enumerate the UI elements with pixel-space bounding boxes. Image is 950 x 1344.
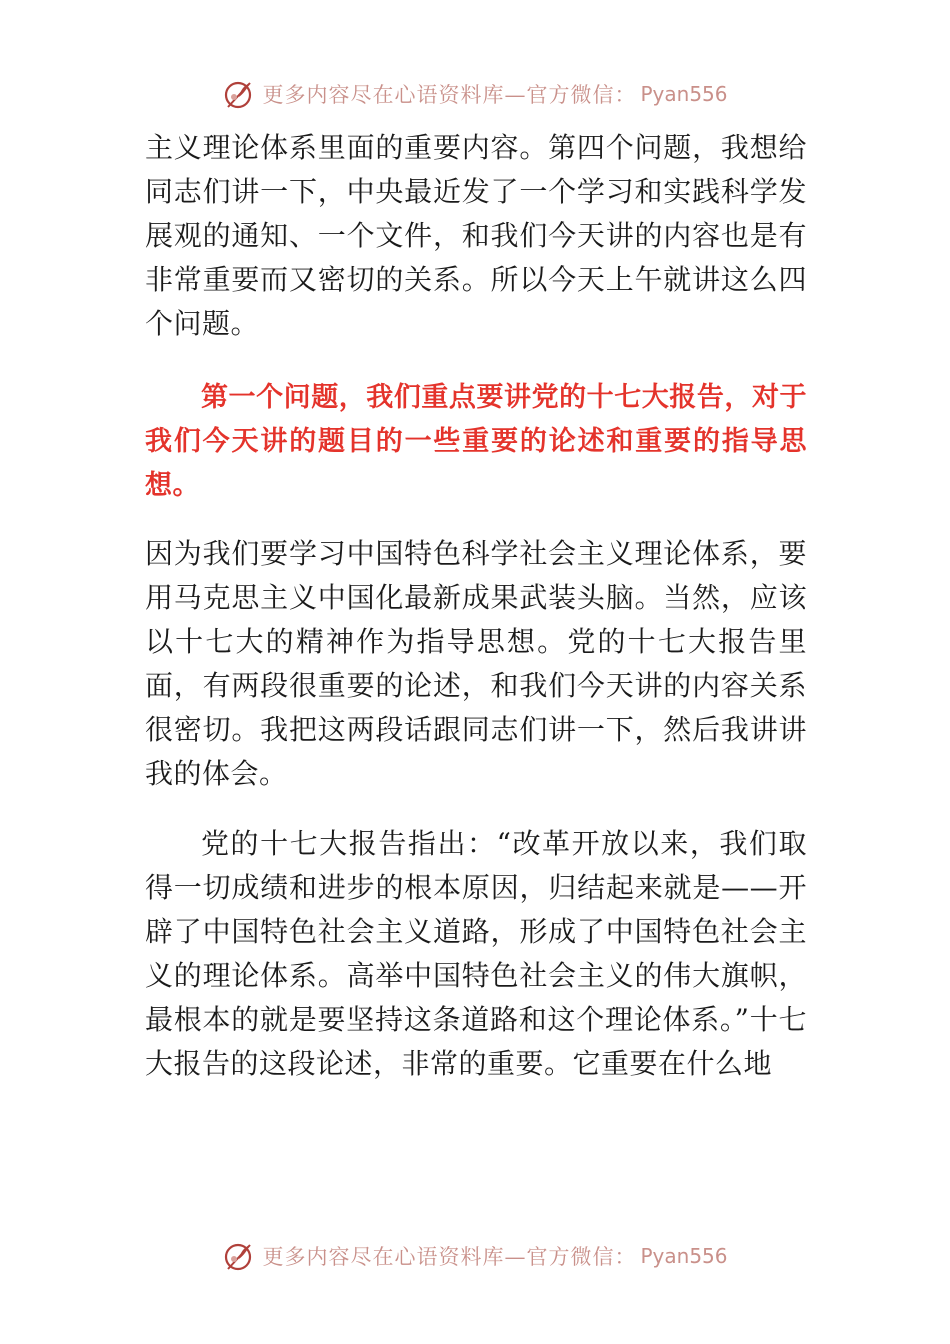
section-heading: 第一个问题，我们重点要讲党的十七大报告，对于我们今天讲的题目的一些重要的论述和重要的指导思想。 (145, 382, 807, 501)
paragraph-quote: 党的十七大报告指出：“改革开放以来，我们取得一切成绩和进步的根本原因，归结起来就是——开辟了中国特色社会主义道路，形成了中国特色社会主义的理论体系。高举中国特色社会主义的伟大旗帜，最根本的就是要坚持这条道路和这个理论体系。”十七大报告的这段论述，非常的重要。它重要在什么地 (145, 827, 807, 1080)
watermark-wechat-id: Pyan556 (640, 1244, 728, 1268)
watermark-text: 更多内容尽在心语资料库—官方微信： (262, 83, 637, 107)
paragraph-body: 因为我们要学习中国特色科学社会主义理论体系，要用马克思主义中国化最新成果武装头脑。当然，应该以十七大的精神作为指导思想。党的十七大报告里面，有两段很重要的论述，和我们今天讲的内容关系很密切。我把这两段话跟同志们讲一下，然后我讲讲我的体会。 (145, 537, 807, 790)
quill-logo-icon (222, 1239, 256, 1273)
quill-logo-icon (222, 77, 256, 111)
watermark-banner-bottom (0, 1232, 950, 1280)
watermark-banner-top (0, 70, 950, 118)
watermark-wechat-id: Pyan556 (640, 82, 728, 106)
watermark-text: 更多内容尽在心语资料库—官方微信： (262, 1245, 637, 1269)
paragraph-continuation: 主义理论体系里面的重要内容。第四个问题，我想给同志们讲一下，中央最近发了一个学习和实践科学发展观的通知、一个文件，和我们今天讲的内容也是有非常重要而又密切的关系。所以今天上午就讲这么四个问题。 (145, 131, 807, 340)
document-body (145, 126, 807, 1086)
